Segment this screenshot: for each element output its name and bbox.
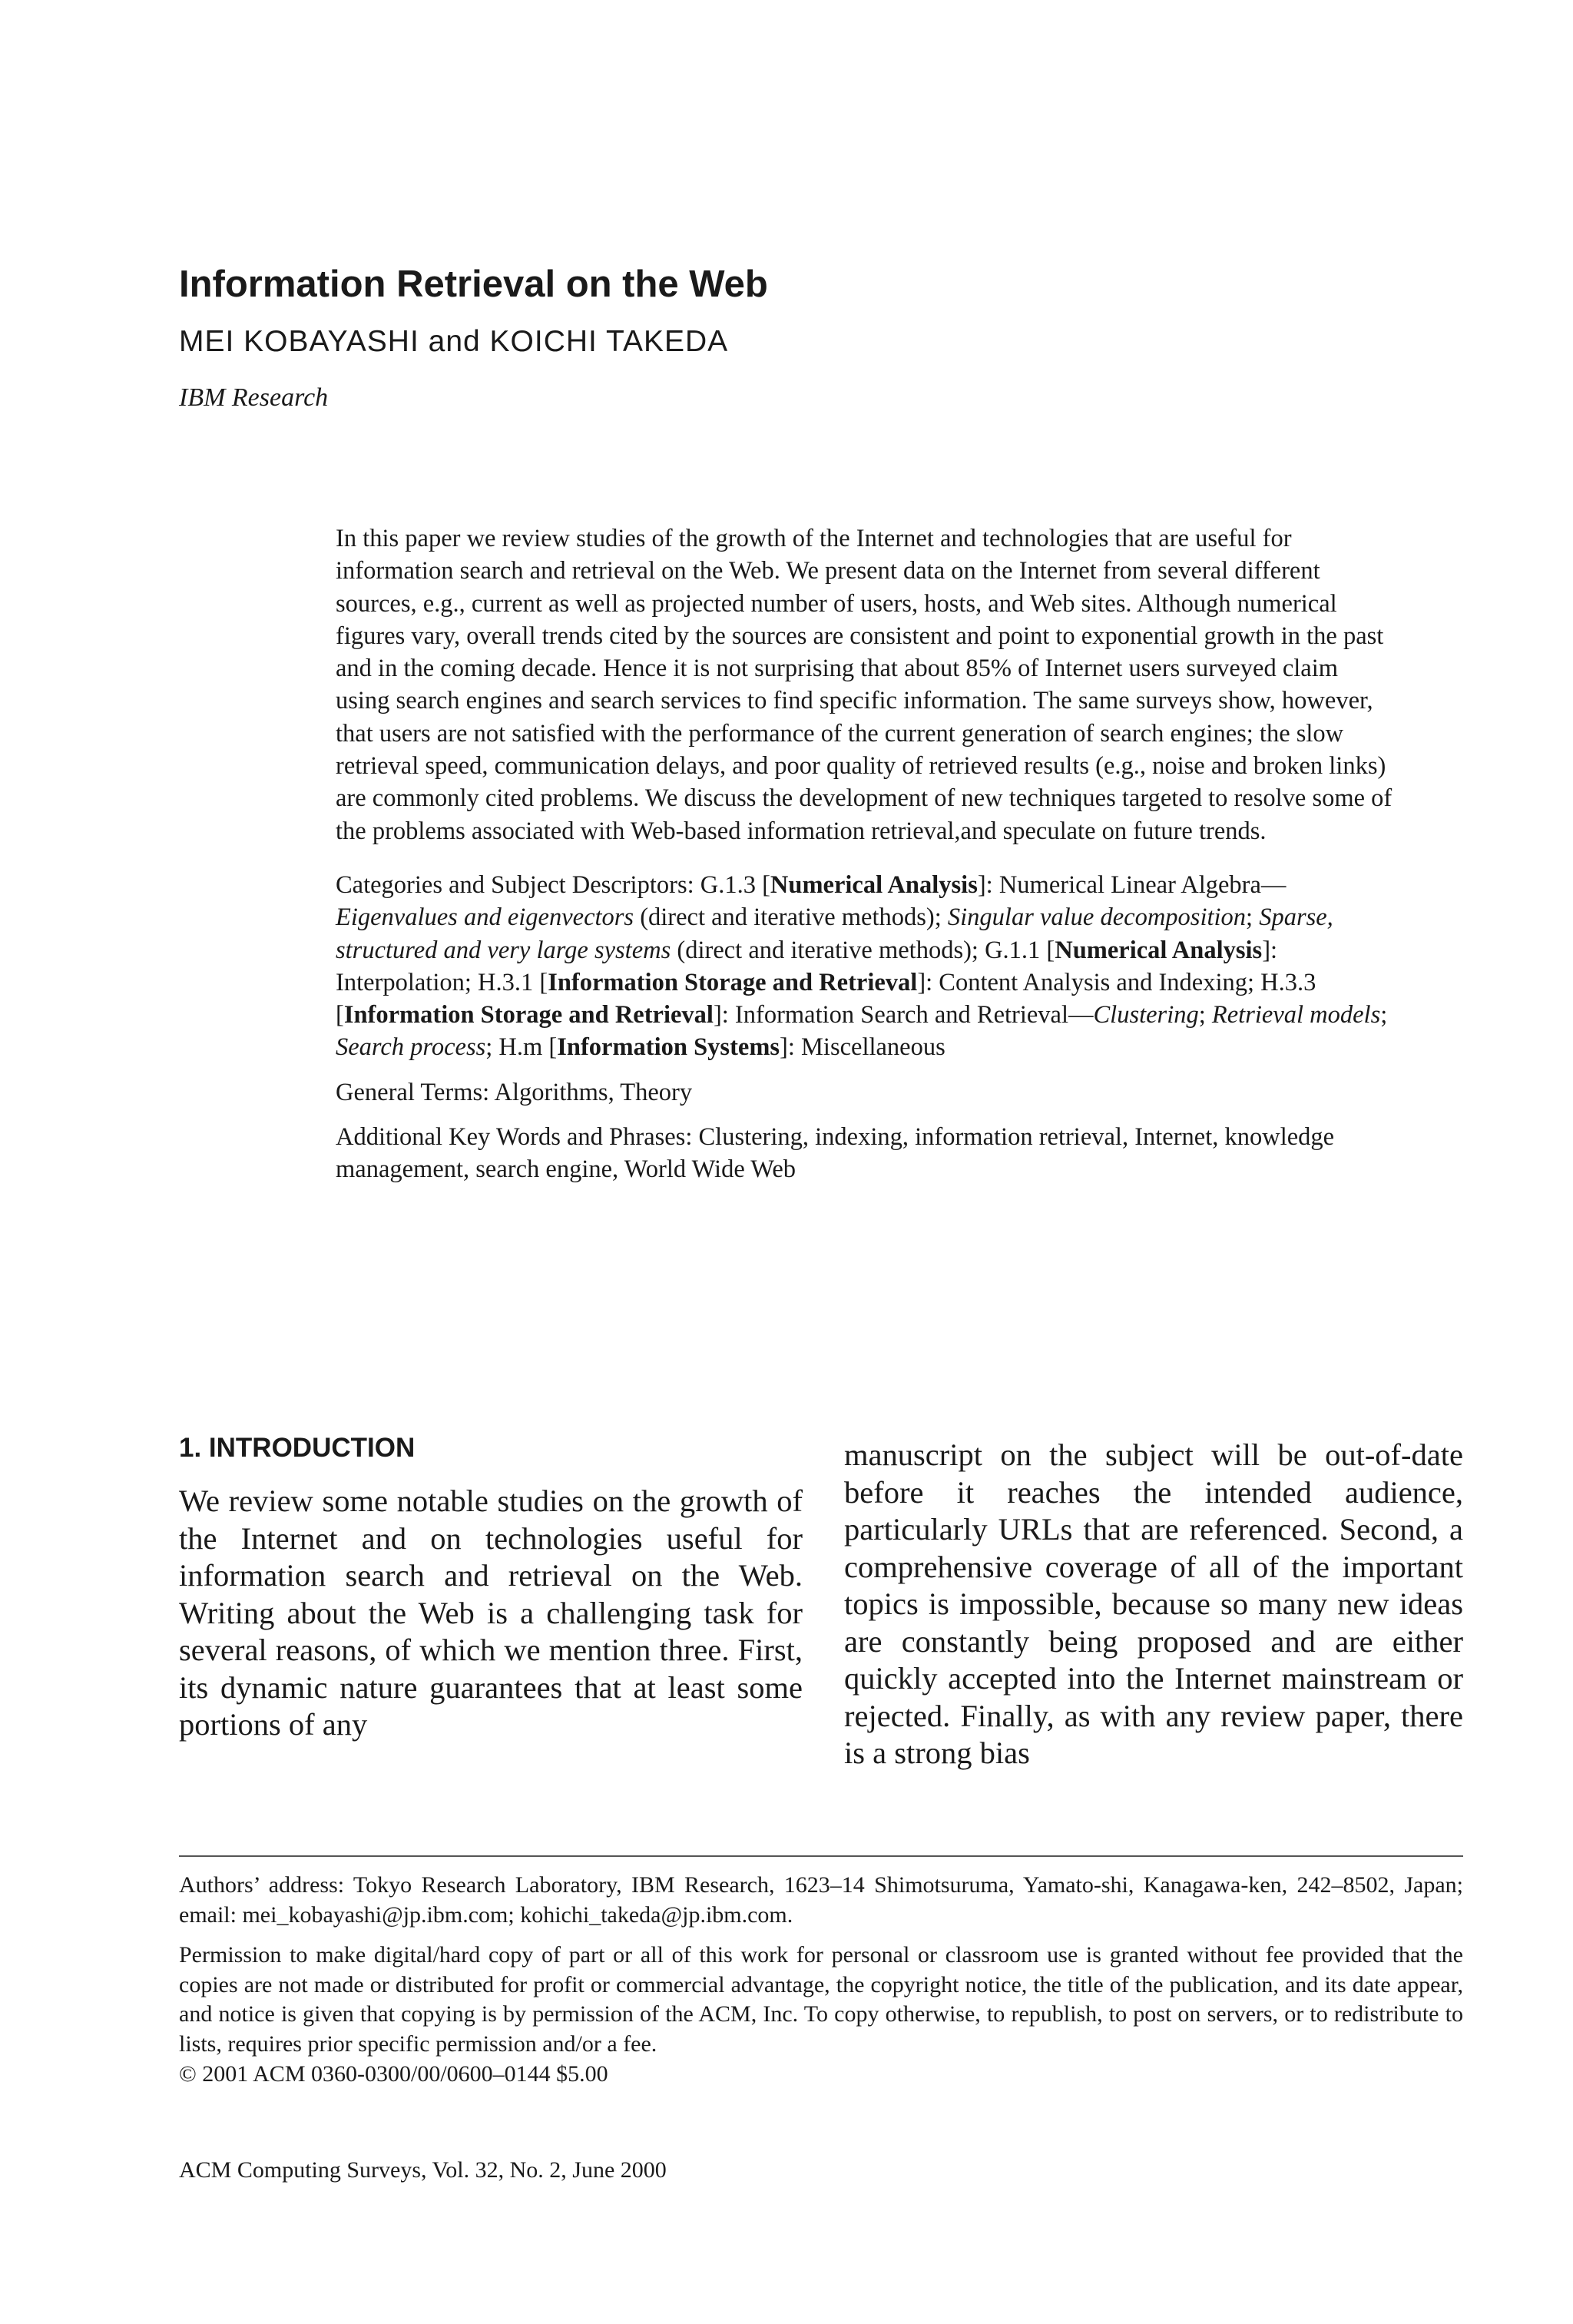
permission-notice: Permission to make digital/hard copy of part or all of this work for personal or classroom use is granted without fee provided that the copies are not made or distributed for profit or commercial advantage, the copyright notice, the title of the publication, and its date appear, and notice is given that copying is by permission of the ACM, Inc. To copy otherwise, to republish, to post on servers, or to redistribute to lists, requires prior specific permission and/or a fee.	[179, 1942, 1463, 2057]
section-heading: 1. INTRODUCTION	[179, 1433, 416, 1463]
abstract-block	[336, 522, 1396, 1186]
descriptor-text: ]: Content Analysis and Indexing; H.3.3 [	[336, 968, 1316, 1029]
descriptor-bold: Numerical Analysis	[1055, 936, 1263, 964]
descriptor-bold: Information Storage and Retrieval	[548, 968, 918, 996]
descriptor-bold: Information Storage and Retrieval	[343, 1001, 714, 1029]
left-column	[179, 1429, 803, 1744]
intro-left-paragraph: We review some notable studies on the growth of the Internet and on technologies useful for information search and retrieval on the Web. Writing about the Web is a challenging task for several reasons, of which we mention three. First, its dynamic nature guarantees that at least some portions of any	[179, 1484, 803, 1742]
subject-descriptors	[336, 869, 1396, 1064]
descriptor-text: ]: Numerical Linear Algebra—	[977, 870, 1287, 899]
general-terms: General Terms: Algorithms, Theory	[336, 1078, 693, 1106]
keywords: Additional Key Words and Phrases: Clustering, indexing, information retrieval, Internet, knowledge management, search engine, World Wide Web	[336, 1123, 1335, 1184]
right-column	[844, 1437, 1463, 1772]
descriptor-italic: Sparse, structured and very large systems	[336, 903, 1333, 964]
descriptor-text: ]: Interpolation; H.3.1 [	[336, 936, 1278, 996]
descriptor-italic: Singular value decomposition	[947, 903, 1247, 932]
footnotes	[179, 1871, 1463, 2089]
descriptor-text: ;	[1380, 1001, 1388, 1029]
intro-right-paragraph: manuscript on the subject will be out-of-date before it reaches the intended audience, particularly URLs that are referenced. Second, a comprehensive coverage of all of the important topics is impossible, because so many new ideas are constantly being proposed and are either quickly accepted into the Internet mainstream or rejected. Finally, as with any review paper, there is a strong bias	[844, 1437, 1463, 1770]
abstract-text: In this paper we review studies of the growth of the Internet and technologies that are useful for information search and retrieval on the Web. We present data on the Internet from several different sources, e.g., current as well as projected number of users, hosts, and Web sites. Although numerical figures vary, overall trends cited by the sources are consistent and point to exponential growth in the past and in the coming decade. Hence it is not surprising that about 85% of Internet users surveyed claim using search engines and search services to find specific information. The same surveys show, however, that users are not satisfied with the performance of the current generation of search engines; the slow retrieval speed, communication delays, and poor quality of retrieved results (e.g., noise and broken links) are commonly cited problems. We discuss the development of new techniques targeted to resolve some of the problems associated with Web-based information retrieval,and speculate on future trends.	[336, 525, 1393, 845]
descriptor-text: ; H.m [	[485, 1033, 558, 1062]
descriptor-text: ]: Information Search and Retrieval—	[713, 1001, 1094, 1029]
authors-address: Authors’ address: Tokyo Research Laboratory, IBM Research, 1623–14 Shimotsuruma, Yamato-shi, Kanagawa-ken, 242–8502, Japan; email: mei_kobayashi@jp.ibm.com; kohichi_takeda@jp.ibm.com.	[179, 1872, 1463, 1928]
descriptor-text: (direct and iterative methods); G.1.1 [	[671, 936, 1055, 964]
descriptor-bold: Numerical Analysis	[770, 870, 978, 899]
descriptor-text: ;	[1198, 1001, 1212, 1029]
descriptor-text: ;	[1246, 903, 1260, 932]
descriptor-text: Categories and Subject Descriptors: G.1.3 [	[336, 870, 770, 899]
author-names: MEI KOBAYASHI and KOICHI TAKEDA	[179, 325, 729, 358]
descriptor-italic: Eigenvalues and eigenvectors	[336, 903, 634, 932]
copyright-line: © 2001 ACM 0360-0300/00/0600–0144 $5.00	[179, 2060, 608, 2087]
journal-footer: ACM Computing Surveys, Vol. 32, No. 2, June 2000	[179, 2157, 667, 2183]
descriptor-italic: Search process	[336, 1033, 486, 1062]
descriptor-text: ]: Miscellaneous	[780, 1033, 945, 1062]
footnote-divider	[179, 1855, 1463, 1857]
descriptor-text: (direct and iterative methods);	[634, 903, 948, 932]
descriptor-italic: Clustering	[1093, 1001, 1199, 1029]
paper-title: Information Retrieval on the Web	[179, 264, 768, 305]
descriptor-italic: Retrieval models	[1211, 1001, 1381, 1029]
descriptor-bold: Information Systems	[557, 1033, 780, 1062]
author-affiliation: IBM Research	[179, 383, 329, 412]
